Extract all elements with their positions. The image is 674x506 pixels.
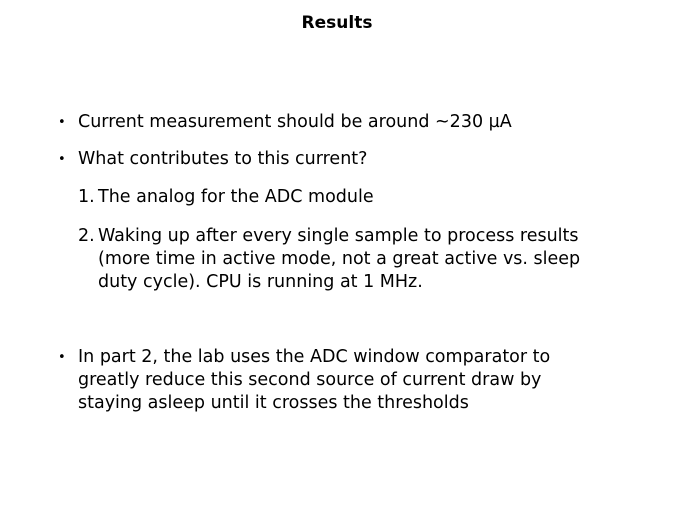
number-marker: 2. <box>78 226 95 246</box>
slide-title: Results <box>301 13 373 33</box>
numbered-text: Waking up after every single sample to process results (more time in active mode, not a great active vs. sleep duty cycle). CPU is running at 1 MHz. <box>98 226 581 292</box>
bullet-item-current-measurement <box>58 111 618 134</box>
bullet-item-part-2 <box>58 346 598 415</box>
numbered-item-analog <box>78 186 618 209</box>
numbered-text: The analog for the ADC module <box>98 187 374 207</box>
bullet-marker: • <box>58 350 66 365</box>
number-marker: 1. <box>78 187 95 207</box>
bullet-text: Current measurement should be around ~230 µA <box>78 112 512 132</box>
bullet-item-contributors <box>58 148 618 171</box>
bullet-marker: • <box>58 115 66 130</box>
numbered-item-waking-up <box>78 225 608 294</box>
bullet-marker: • <box>58 152 66 167</box>
bullet-text: In part 2, the lab uses the ADC window comparator to greatly reduce this second source of current draw by staying asleep until it crosses the thresholds <box>78 347 551 413</box>
bullet-text: What contributes to this current? <box>78 149 368 169</box>
